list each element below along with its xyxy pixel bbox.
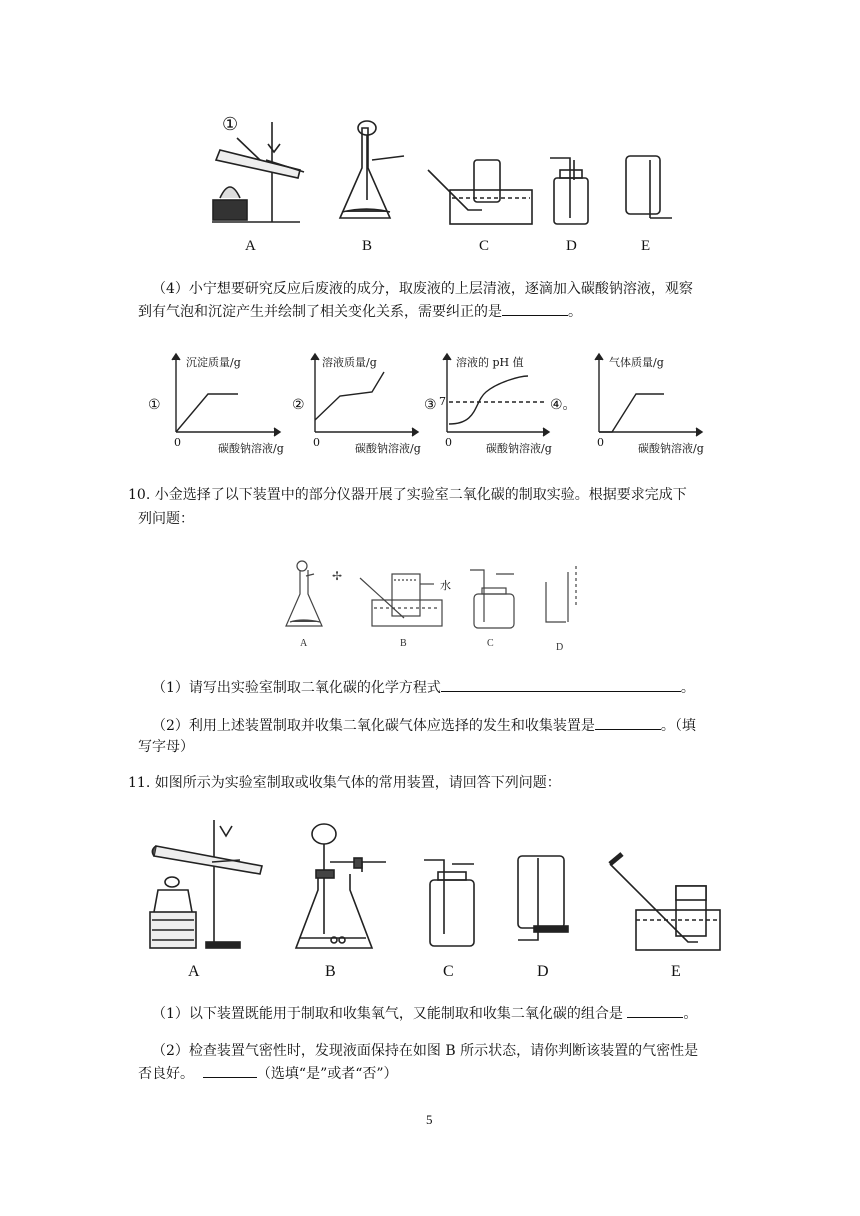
q11-part2-line2a: 否良好。 [138,1066,194,1082]
fig2-label-c: C [487,638,494,649]
q10-part2-text: （2）利用上述装置制取并收集二氧化碳气体应选择的发生和收集装置是 [152,718,595,734]
fig2-label-a: A [300,638,308,649]
q11-part1-end: 。 [683,1006,698,1022]
graph3-ph-marker: 7 [439,395,446,408]
graph1-ylabel: 沉淀质量/g [186,356,241,369]
graph1-xlabel: 碳酸钠溶液/g [218,442,284,455]
fig1-label-b: B [362,238,373,254]
fig1-label-c: C [479,238,490,254]
fig3-label-d: D [537,963,549,980]
graph4-ylabel: 气体质量/g [609,356,664,369]
q9-part4-line2-text: 到有气泡和沉淀产生并绘制了相关变化关系，需要纠正的是 [138,304,502,320]
fig3-label-c: C [443,963,454,980]
q11-part2-line2b: （选填“是”或者“否”） [256,1066,398,1082]
fig2-water-label: 水 [440,579,451,592]
svg-text:✢: ✢ [332,569,343,583]
graph4-origin: 0 [597,436,604,449]
q9-part4-line1: （4）小宁想要研究反应后废液的成分，取废液的上层清液，逐滴加入碳酸钠溶液，观察 [152,281,693,297]
graph2-origin: 0 [313,436,320,449]
fig3-label-a: A [188,963,200,980]
graph3-ylabel: 溶液的 pH 值 [456,356,524,369]
q11-part1-answer-blank[interactable] [627,1002,683,1018]
fig2-label-b: B [400,638,407,649]
q11-part1 [152,1002,697,1025]
fig3-label-b: B [325,963,336,980]
graph2-number: ② [292,397,305,413]
fig1-label-e: E [641,238,651,254]
q11-part2-answer-blank[interactable] [203,1062,257,1078]
graph3-number: ③ [424,397,437,413]
graph2-ylabel: 溶液质量/g [322,356,377,369]
q11-part2-line1: （2）检查装置气密性时，发现液面保持在如图 B 所示状态，请你判断该装置的气密性是 [152,1043,699,1059]
fig2-label-d: D [556,642,564,653]
fig3-label-e: E [671,963,681,980]
q10-part1-end: 。 [680,680,695,696]
q10-stem-line2: 列问题： [138,511,194,527]
q11-part1-text: （1）以下装置既能用于制取和收集氧气，又能制取和收集二氧化碳的组合是 [152,1006,623,1022]
fig1-label-a: A [245,238,256,254]
q10-part1-text: （1）请写出实验室制取二氧化碳的化学方程式 [152,680,441,696]
q11-stem: 11. 如图所示为实验室制取或收集气体的常用装置，请回答下列问题： [128,775,561,791]
q11-part2-line2 [138,1062,398,1085]
graph3-xlabel: 碳酸钠溶液/g [486,442,552,455]
graph4-number: ④。 [550,397,577,413]
q10-part2-end: 。（填 [660,718,696,734]
page-number: 5 [426,1112,433,1127]
graph1-origin: 0 [174,436,181,449]
fig1-label-d: D [566,238,577,254]
graph2-xlabel: 碳酸钠溶液/g [355,442,421,455]
graph4-xlabel: 碳酸钠溶液/g [638,442,704,455]
q10-part2-line2: 写字母） [138,739,194,755]
q10-stem-line1: 10. 小金选择了以下装置中的部分仪器开展了实验室二氧化碳的制取实验。根据要求完成下 [128,487,687,503]
graph1-number: ① [148,397,161,413]
fig1-marker: ① [222,114,239,134]
q9-part4-end: 。 [568,304,582,320]
graph3-origin: 0 [445,436,452,449]
